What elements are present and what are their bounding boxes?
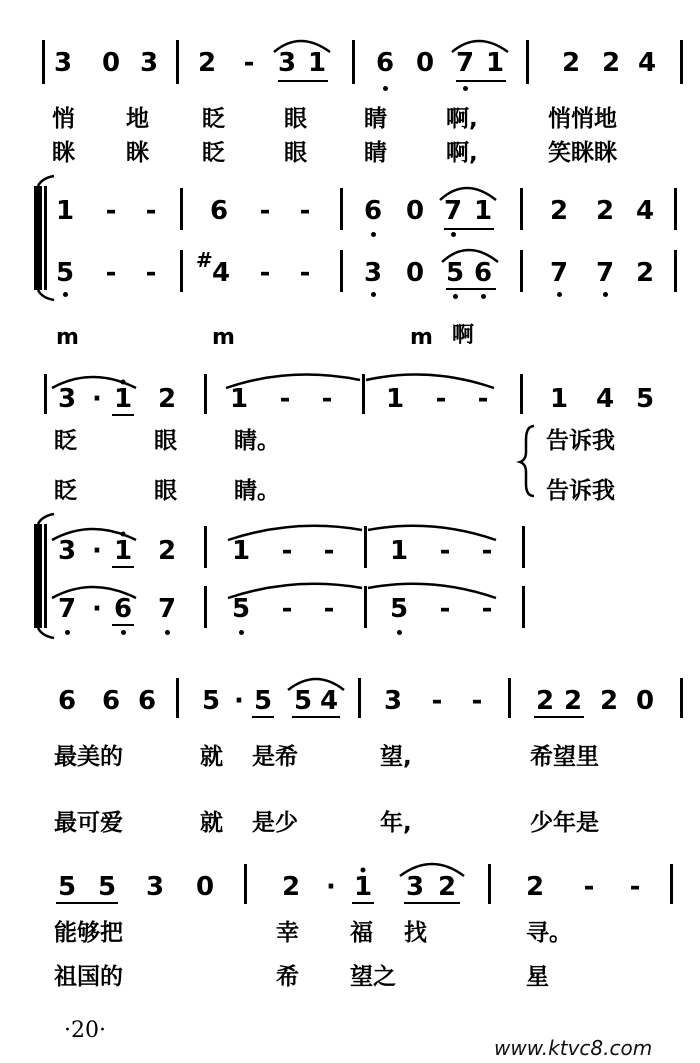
note: 6 [57,686,77,716]
note: 2 [563,686,583,716]
lyric: 笑眯眯 [548,140,617,166]
note: - [105,258,117,288]
slur [442,250,498,262]
note: 0 [101,48,121,78]
note: 7 [595,258,615,288]
note: 3 [57,536,77,566]
hum-syllable: m [410,325,433,350]
lyric: 眨 [54,478,77,504]
tie [226,375,360,388]
note: - [299,196,311,226]
lyric: 就 [200,810,223,836]
tie [368,526,496,540]
lyric: 是希 [252,744,298,770]
lyric: 告诉我 [546,478,615,504]
note: 5 [635,384,655,414]
note: 4 [635,196,655,226]
note: 2 [157,384,177,414]
lyric: 福 [350,920,373,946]
slur [274,41,330,52]
note: - [243,48,255,78]
tie [228,584,362,598]
note: · [92,384,102,414]
note: 2 [635,258,655,288]
lyric: 幸 [276,920,299,946]
sharp-sign: # [196,248,213,272]
note: 4 [637,48,657,78]
high-dot [121,380,126,385]
note: 2 [601,48,621,78]
note: 6 [137,686,157,716]
lyric: 眨 [202,106,225,132]
hum-syllable: 啊 [452,323,475,348]
lyric: 星 [526,964,549,990]
slur [452,41,508,52]
lyric: 最可爱 [54,810,123,836]
lyric: 祖国的 [54,964,123,990]
note: 5 [97,872,117,902]
note: - [321,384,333,414]
high-dot [361,868,366,873]
note: 6 [473,258,493,288]
lyric: 望之 [350,964,396,990]
note: - [299,258,311,288]
tie [368,584,496,598]
lyric: 睛。 [234,478,280,504]
note: 6 [209,196,229,226]
note: - [481,536,493,566]
note: 2 [595,196,615,226]
lyric: 眯 [52,140,75,166]
note: 2 [157,536,177,566]
note: 0 [405,196,425,226]
lyric: 眨 [54,428,77,454]
note: - [279,384,291,414]
site-watermark: www.ktvc8.com [494,1036,653,1060]
high-dot [121,532,126,537]
note: 3 [53,48,73,78]
hum-syllable: m [56,325,79,350]
note: - [439,536,451,566]
note: · [234,686,244,716]
note: 5 [231,594,251,624]
note: 1 [113,536,133,566]
note: 5 [55,258,75,288]
lyric: 寻。 [526,920,572,946]
lyric: 希 [276,964,299,990]
note: 1 [231,536,251,566]
slur [400,864,464,876]
note: - [477,384,489,414]
lyric: 少年是 [530,810,599,836]
note: · [92,536,102,566]
note: - [105,196,117,226]
note: 5 [293,686,313,716]
lyrics-brace [520,426,534,496]
note: 4 [595,384,615,414]
bracket-hook [38,290,54,300]
note: 1 [485,48,505,78]
lyric: 啊, [446,140,478,166]
lyric: 啊, [446,106,478,132]
tie [228,526,362,540]
lyric: 找 [404,920,427,946]
note: - [323,536,335,566]
note: 2 [549,196,569,226]
note: 3 [277,48,297,78]
note: 6 [113,594,133,624]
note: - [281,594,293,624]
note: 7 [455,48,475,78]
bracket-hook [38,514,54,524]
note: 0 [405,258,425,288]
lyric: 眼 [284,106,307,132]
tie [366,375,494,388]
note: 0 [195,872,215,902]
bracket-hook [38,176,54,186]
note: 2 [599,686,619,716]
note: 3 [145,872,165,902]
lyric: 眼 [284,140,307,166]
lyric: 能够把 [54,920,123,946]
note: 7 [57,594,77,624]
note: 2 [197,48,217,78]
note: 2 [525,872,545,902]
note: 0 [635,686,655,716]
lyric: 眼 [154,428,177,454]
lyric: 希望里 [530,744,599,770]
note: 1 [353,872,373,902]
note: 1 [385,384,405,414]
note: 3 [139,48,159,78]
note: 1 [473,196,493,226]
note: 1 [307,48,327,78]
lyric: 睛 [364,106,387,132]
lyric: 悄 [52,106,75,132]
lyric: 睛 [364,140,387,166]
note: 5 [57,872,77,902]
lyric: 眼 [154,478,177,504]
lyric: 睛。 [234,428,280,454]
note: - [435,384,447,414]
note: 3 [57,384,77,414]
bracket-hook [38,628,54,638]
slur [288,679,344,690]
note: 4 [319,686,339,716]
note: 6 [101,686,121,716]
note: 3 [383,686,403,716]
note: 5 [253,686,273,716]
note: · [326,872,336,902]
note: 0 [415,48,435,78]
note: - [323,594,335,624]
note: 1 [549,384,569,414]
slur [52,587,136,598]
lyric: 眨 [202,140,225,166]
lyric: 望, [380,744,412,770]
slur [440,188,496,200]
page-number: ·20· [64,1018,106,1043]
lyric: 最美的 [54,744,123,770]
note: - [481,594,493,624]
note: 6 [363,196,383,226]
lyric: 年, [380,810,412,836]
note: 1 [389,536,409,566]
note: - [439,594,451,624]
note: - [471,686,483,716]
note: 1 [55,196,75,226]
note: - [431,686,443,716]
note: · [92,594,102,624]
note: 1 [229,384,249,414]
note: 4 [211,258,231,288]
note: 2 [437,872,457,902]
note: - [281,536,293,566]
note: 7 [443,196,463,226]
note: - [259,258,271,288]
note: 6 [375,48,395,78]
note: 5 [445,258,465,288]
hum-syllable: m [212,325,235,350]
note: - [259,196,271,226]
lyric: 地 [126,106,149,132]
note: 3 [405,872,425,902]
note: 3 [363,258,383,288]
note: 5 [389,594,409,624]
lyric: 告诉我 [546,428,615,454]
lyric: 眯 [126,140,149,166]
note: 2 [561,48,581,78]
lyric: 悄悄地 [548,106,617,132]
note: - [583,872,595,902]
note: - [145,258,157,288]
note: 2 [535,686,555,716]
note: - [145,196,157,226]
note: 5 [201,686,221,716]
note: 7 [157,594,177,624]
note: - [629,872,641,902]
lyric: 就 [200,744,223,770]
lyric: 是少 [252,810,298,836]
note: 7 [549,258,569,288]
note: 2 [281,872,301,902]
note: 1 [113,384,133,414]
